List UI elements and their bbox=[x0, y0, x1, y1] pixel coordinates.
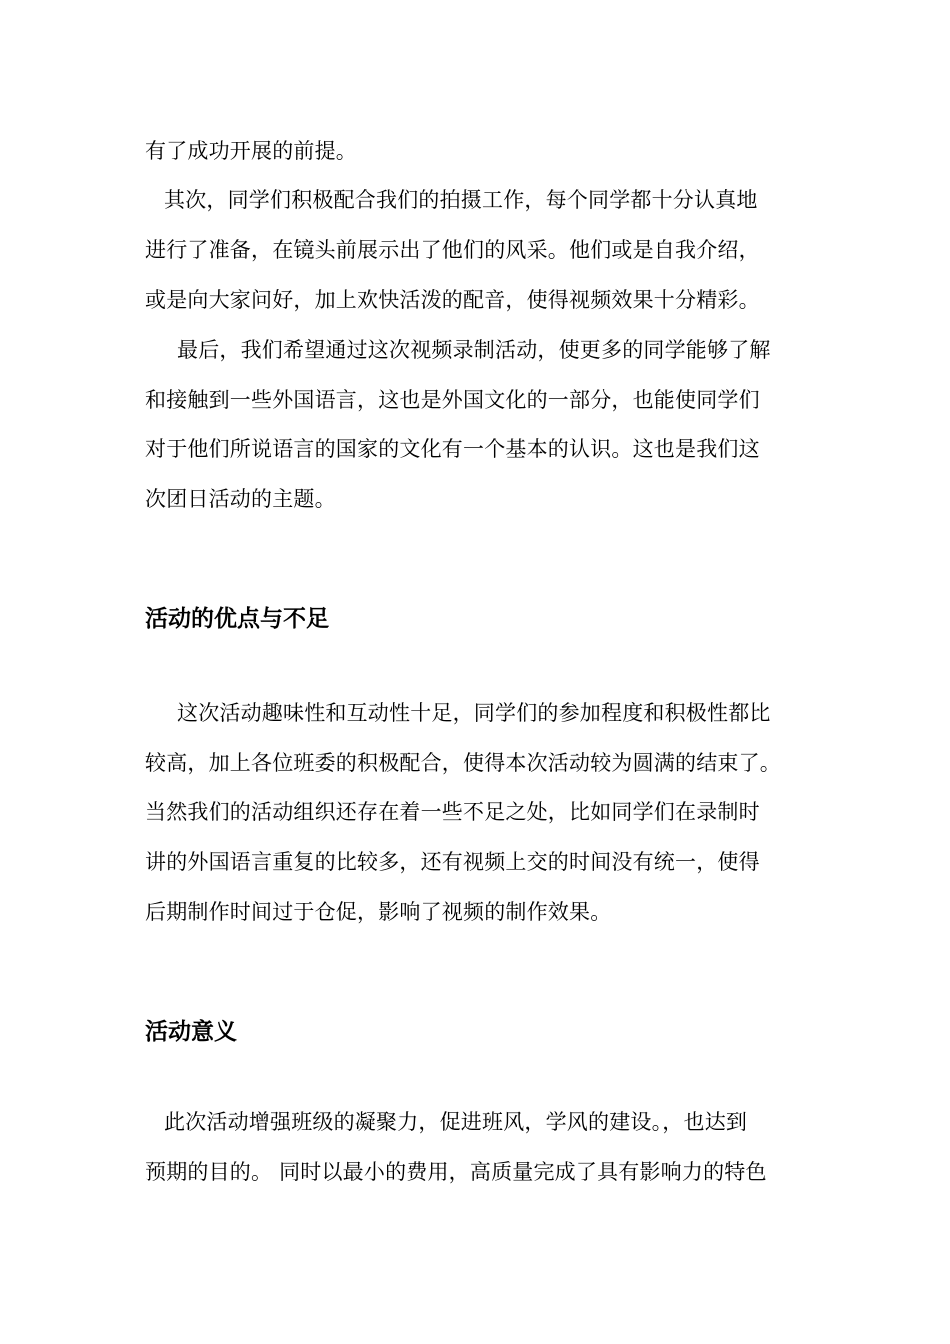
paragraph-line: 有了成功开展的前提。 bbox=[145, 139, 357, 163]
paragraph-line: 次团日活动的主题。 bbox=[145, 487, 336, 511]
paragraph-line: 对于他们所说语言的国家的文化有一个基本的认识。这也是我们这 bbox=[145, 437, 760, 461]
section-heading-significance: 活动意义 bbox=[145, 1018, 237, 1045]
paragraph-line: 其次，同学们积极配合我们的拍摄工作，每个同学都十分认真地 bbox=[164, 188, 758, 212]
paragraph-line: 讲的外国语言重复的比较多，还有视频上交的时间没有统一，使得 bbox=[145, 850, 760, 874]
paragraph-line: 后期制作时间过于仓促，影响了视频的制作效果。 bbox=[145, 900, 612, 924]
section-heading-pros-cons: 活动的优点与不足 bbox=[145, 605, 329, 632]
paragraph-line: 预期的目的。 同时以最小的费用，高质量完成了具有影响力的特色 bbox=[145, 1160, 767, 1184]
paragraph-line: 最后，我们希望通过这次视频录制活动，使更多的同学能够了解 bbox=[177, 338, 771, 362]
paragraph-line: 当然我们的活动组织还存在着一些不足之处，比如同学们在录制时 bbox=[145, 800, 760, 824]
paragraph-line: 此次活动增强班级的凝聚力，促进班风，学风的建设。，也达到 bbox=[164, 1110, 748, 1134]
paragraph-line: 进行了准备，在镜头前展示出了他们的风采。他们或是自我介绍， bbox=[145, 238, 760, 262]
paragraph-line: 较高，加上各位班委的积极配合，使得本次活动较为圆满的结束了。 bbox=[145, 751, 781, 775]
paragraph-line: 和接触到一些外国语言，这也是外国文化的一部分，也能使同学们 bbox=[145, 388, 760, 412]
paragraph-line: 或是向大家问好，加上欢快活泼的配音，使得视频效果十分精彩。 bbox=[145, 288, 760, 312]
paragraph-line: 这次活动趣味性和互动性十足，同学们的参加程度和积极性都比 bbox=[177, 701, 771, 725]
